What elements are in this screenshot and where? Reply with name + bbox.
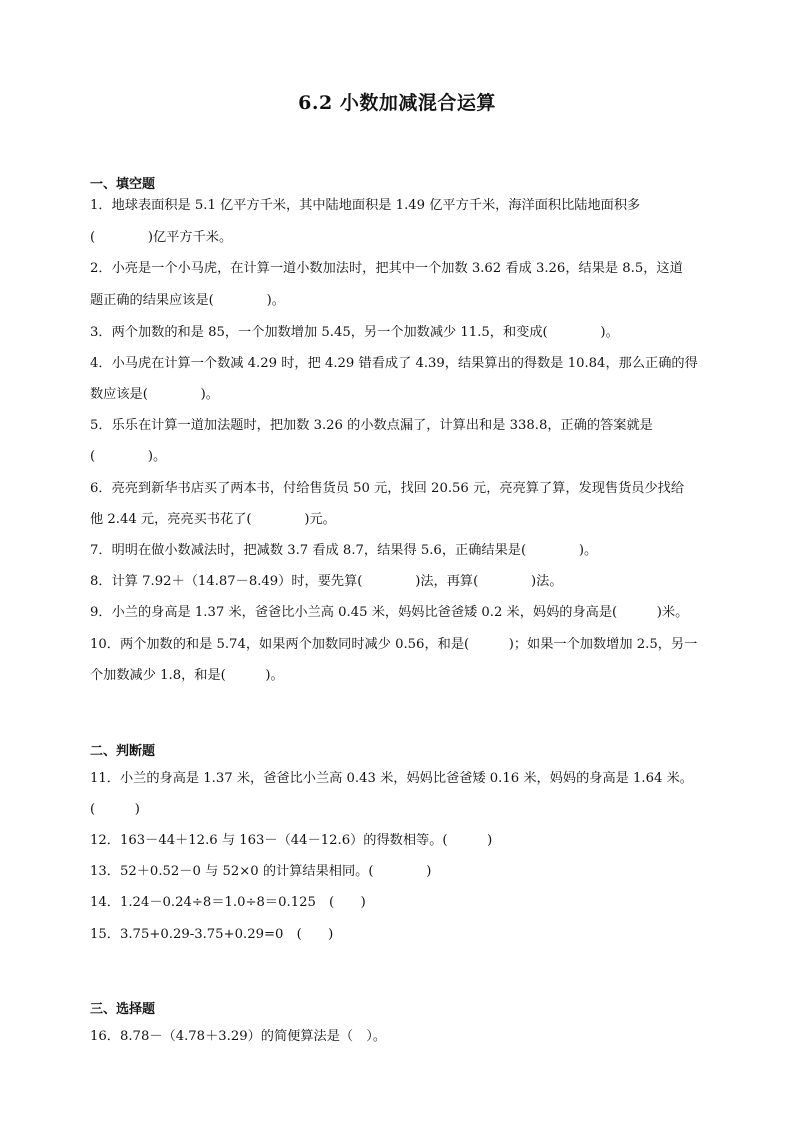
question-4-line-1: 4．小马虎在计算一个数减 4.29 时，把 4.29 错看成了 4.39，结果算出的得数是 10.84，那么正确的得 — [90, 356, 698, 371]
question-13: 13．52＋0.52－0 与 52×0 的计算结果相同。( ) — [90, 864, 432, 879]
question-5-line-2: ( )。 — [90, 449, 167, 464]
question-16: 16．8.78－（4.78＋3.29）的简便算法是（ ）。 — [90, 1029, 387, 1044]
question-2-line-1: 2．小亮是一个小马虎，在计算一道小数加法时，把其中一个加数 3.62 看成 3.26，结果是 8.5，这道 — [90, 261, 683, 276]
question-4-line-2: 数应该是( )。 — [90, 387, 219, 402]
page-title: 6.2 小数加减混合运算 — [298, 92, 496, 114]
question-6-line-1: 6．亮亮到新华书店买了两本书，付给售货员 50 元，找回 20.56 元，亮亮算了算，发现售货员少找给 — [90, 481, 685, 496]
question-11-line-2: ( ) — [90, 802, 140, 817]
question-9: 9．小兰的身高是 1.37 米，爸爸比小兰高 0.45 米，妈妈比爸爸矮 0.2 米，妈妈的身高是( )米。 — [90, 605, 689, 620]
question-15: 15．3.75+0.29-3.75+0.29=0 ( ) — [90, 927, 334, 942]
question-1-line-2: ( )亿平方千米。 — [90, 230, 233, 245]
question-12: 12．163－44＋12.6 与 163－（44－12.6）的得数相等。( ) — [90, 833, 493, 848]
question-2-line-2: 题正确的结果应该是( )。 — [90, 293, 285, 308]
question-10-line-1: 10．两个加数的和是 5.74，如果两个加数同时减少 0.56，和是( )；如果一个加数增加 2.5，另一 — [90, 637, 698, 652]
section-true-false: 二、判断题 — [90, 744, 156, 759]
question-1-line-1: 1．地球表面积是 5.1 亿平方千米，其中陆地面积是 1.49 亿平方千米，海洋面积比陆地面积多 — [90, 198, 641, 213]
question-7: 7．明明在做小数减法时，把减数 3.7 看成 8.7，结果得 5.6，正确结果是( )。 — [90, 543, 598, 558]
question-3: 3．两个加数的和是 85，一个加数增加 5.45，另一个加数减少 11.5，和变成( )。 — [90, 325, 619, 340]
question-6-line-2: 他 2.44 元，亮亮买书花了( )元。 — [90, 512, 336, 527]
question-14: 14．1.24－0.24÷8＝1.0÷8＝0.125 ( ) — [90, 895, 366, 910]
question-8: 8．计算 7.92＋（14.87－8.49）时，要先算( )法，再算( )法。 — [90, 574, 563, 589]
question-11-line-1: 11．小兰的身高是 1.37 米，爸爸比小兰高 0.43 米，妈妈比爸爸矮 0.16 米，妈妈的身高是 1.64 米。 — [90, 771, 693, 786]
question-5-line-1: 5．乐乐在计算一道加法题时，把加数 3.26 的小数点漏了，计算出和是 338.8，正确的答案就是 — [90, 418, 653, 433]
section-fill-in: 一、填空题 — [90, 177, 156, 192]
section-multiple-choice: 三、选择题 — [90, 1002, 156, 1017]
question-10-line-2: 个加数减少 1.8，和是( )。 — [90, 668, 284, 683]
